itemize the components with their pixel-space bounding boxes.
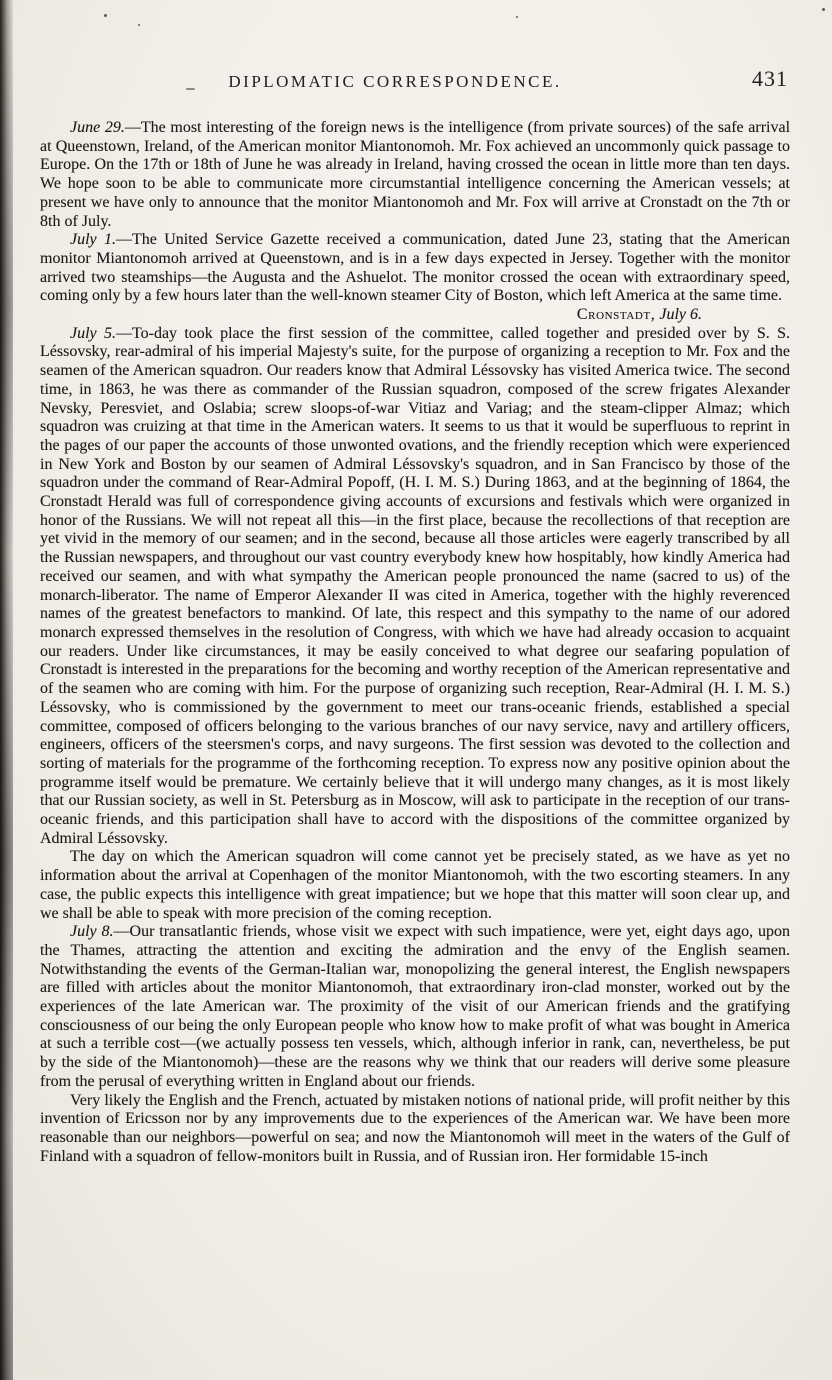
page-body — [40, 119, 790, 1166]
dateline-date: July 6. — [655, 306, 702, 324]
binding-shadow — [0, 0, 13, 1380]
scan-speck — [516, 16, 518, 18]
page-header — [40, 66, 790, 98]
page-content-area — [40, 66, 790, 1166]
running-title: DIPLOMATIC CORRESPONDENCE. — [228, 72, 562, 91]
dateline-place: Cronstadt, — [576, 306, 656, 324]
scan-speck — [104, 14, 107, 17]
paragraph: July 8.—Our transatlantic friends, whose visit we expect with such impatience, were yet, eight days ago, upon the Thames, attracting the attention and exciting the admiration and the envy of the English seamen. Notwithstanding the events of the German-Italian war, monopolizing the general interest, the English newspapers are filled with articles about the monitor Miantonomoh, that extraordinary iron-clad monster, worked out by the experiences of the late American war. The proximity of the visit of our American friends and the gratifying consciousness of our being the only European people who know how to make profit of what was bought in America at such a terrible cost—(we actually possess ten vessels, which, although inferior in rank, can, nevertheless, be put by the side of the Miantonomoh)—these are the reasons why we think that our readers will derive some pleasure from the perusal of everything written in England about our friends. — [40, 923, 790, 1090]
paragraph-date-lead: July 8. — [70, 923, 114, 941]
dateline — [40, 306, 790, 325]
scan-speck — [138, 24, 140, 26]
paragraph-date-lead: July 1. — [70, 231, 116, 249]
scan-speck — [822, 8, 825, 11]
paragraph: July 1.—The United Service Gazette received a communication, dated June 23, stating that the American monitor Miantonomoh arrived at Queenstown, and is in a few days expected in Jersey. Together with the monitor arrived two steamships—the Augusta and the Ashuelot. The monitor crossed the ocean with extraordinary speed, coming only by a few hours later than the well-known steamer City of Boston, which left America at the same time. — [40, 231, 790, 305]
paragraph: June 29.—The most interesting of the foreign news is the intelligence (from private sources) of the safe arrival at Queenstown, Ireland, of the American monitor Miantonomoh. Mr. Fox achieved an uncommonly quick passage to Europe. On the 17th or 18th of June he was already in Ireland, having crossed the ocean in little more than ten days. We hope soon to be able to communicate more circumstantial intelligence concerning the American vessels; at present we have only to announce that the monitor Miantonomoh and Mr. Fox will arrive at Cronstadt on the 7th or 8th of July. — [40, 119, 791, 230]
paragraph: The day on which the American squadron will come cannot yet be precisely stated, as we have as yet no information about the arrival at Copenhagen of the monitor Miantonomoh, with the two escorting steamers. In any case, the public expects this intelligence with great impatience; but we hope that this matter will soon clear up, and we shall be able to speak with more precision of the coming reception. — [40, 848, 790, 922]
paragraph-date-lead: June 29. — [70, 119, 125, 136]
paragraph-date-lead: July 5. — [70, 324, 116, 342]
paragraph: July 5.—To-day took place the first session of the committee, called together and presided over by S. S. Léssovsky, rear-admiral of his imperial Majesty's suite, for the purpose of organizing a reception to Mr. Fox and the seamen of the American squadron. Our readers know that Admiral Léssovsky has visited America twice. The second time, in 1863, he was there as commander of the Russian squadron, composed of the screw frigates Alexander Nevsky, Peresviet, and Oslabia; screw sloops-of-war Vitiaz and Variag; and the steam-clipper Almaz; which squadron was cruizing at that time in the American waters. It seems to us that it would be superfluous to reprint in the pages of our paper the accounts of those unwonted ovations, and the friendly reception which were experienced in New York and Boston by our seamen of Admiral Léssovsky's squadron, and in San Francisco by those of the squadron under the command of Rear-Admiral Popoff, (H. I. M. S.) During 1863, and at the beginning of 1864, the Cronstadt Herald was full of correspondence giving accounts of excursions and festivals which were organized in honor of the Russians. We will not repeat all this—in the first place, because the recollections of that reception are yet vivid in the memory of our seamen; and in the second, because all those articles were eagerly transcribed by all the Russian newspapers, and throughout our vast country everybody knew how hospitably, how kindly America had received our seamen, and with what sympathy the American people pronounced the name (sacred to us) of the monarch-liberator. The name of Emperor Alexander II was cited in America, together with the highly reverenced names of the greatest benefactors to mankind. Of late, this respect and this sympathy to the name of our adored monarch expressed themselves in the resolution of Congress, with which we have had already occasion to acquaint our readers. Under like circumstances, it may be easily conceived to what degree our seafaring population of Cronstadt is interested in the preparations for the becoming and worthy reception of the American representative and of the seamen who are coming with him. For the purpose of organizing such reception, Rear-Admiral (H. I. M. S.) Léssovsky, who is commissioned by the government to meet our trans-oceanic friends, established a special committee, composed of officers belonging to the various branches of our navy service, navy and artillery officers, engineers, officers of the steersmen's corps, and navy surgeons. The first session was devoted to the collection and sorting of materials for the programme of the forthcoming reception. To express now any positive opinion about the programme itself would be premature. We certainly believe that it will undergo many changes, as it is most likely that our Russian society, as well in St. Petersburg as in Moscow, will ask to participate in the reception of our trans-oceanic friends, and this participation shall have to accord with the dispositions of the committee organized by Admiral Léssovsky. — [40, 324, 790, 847]
paragraph: Very likely the English and the French, actuated by mistaken notions of national pride, will profit neither by this invention of Ericsson nor by any improvements due to the experiences of the American war. We have been more reasonable than our neighbors—powerful on sea; and now the Miantonomoh will meet in the waters of the Gulf of Finland with a squadron of fellow-monitors built in Russia, and of Russian iron. Her formidable 15-inch — [40, 1091, 790, 1165]
page-number: 431 — [752, 66, 788, 91]
